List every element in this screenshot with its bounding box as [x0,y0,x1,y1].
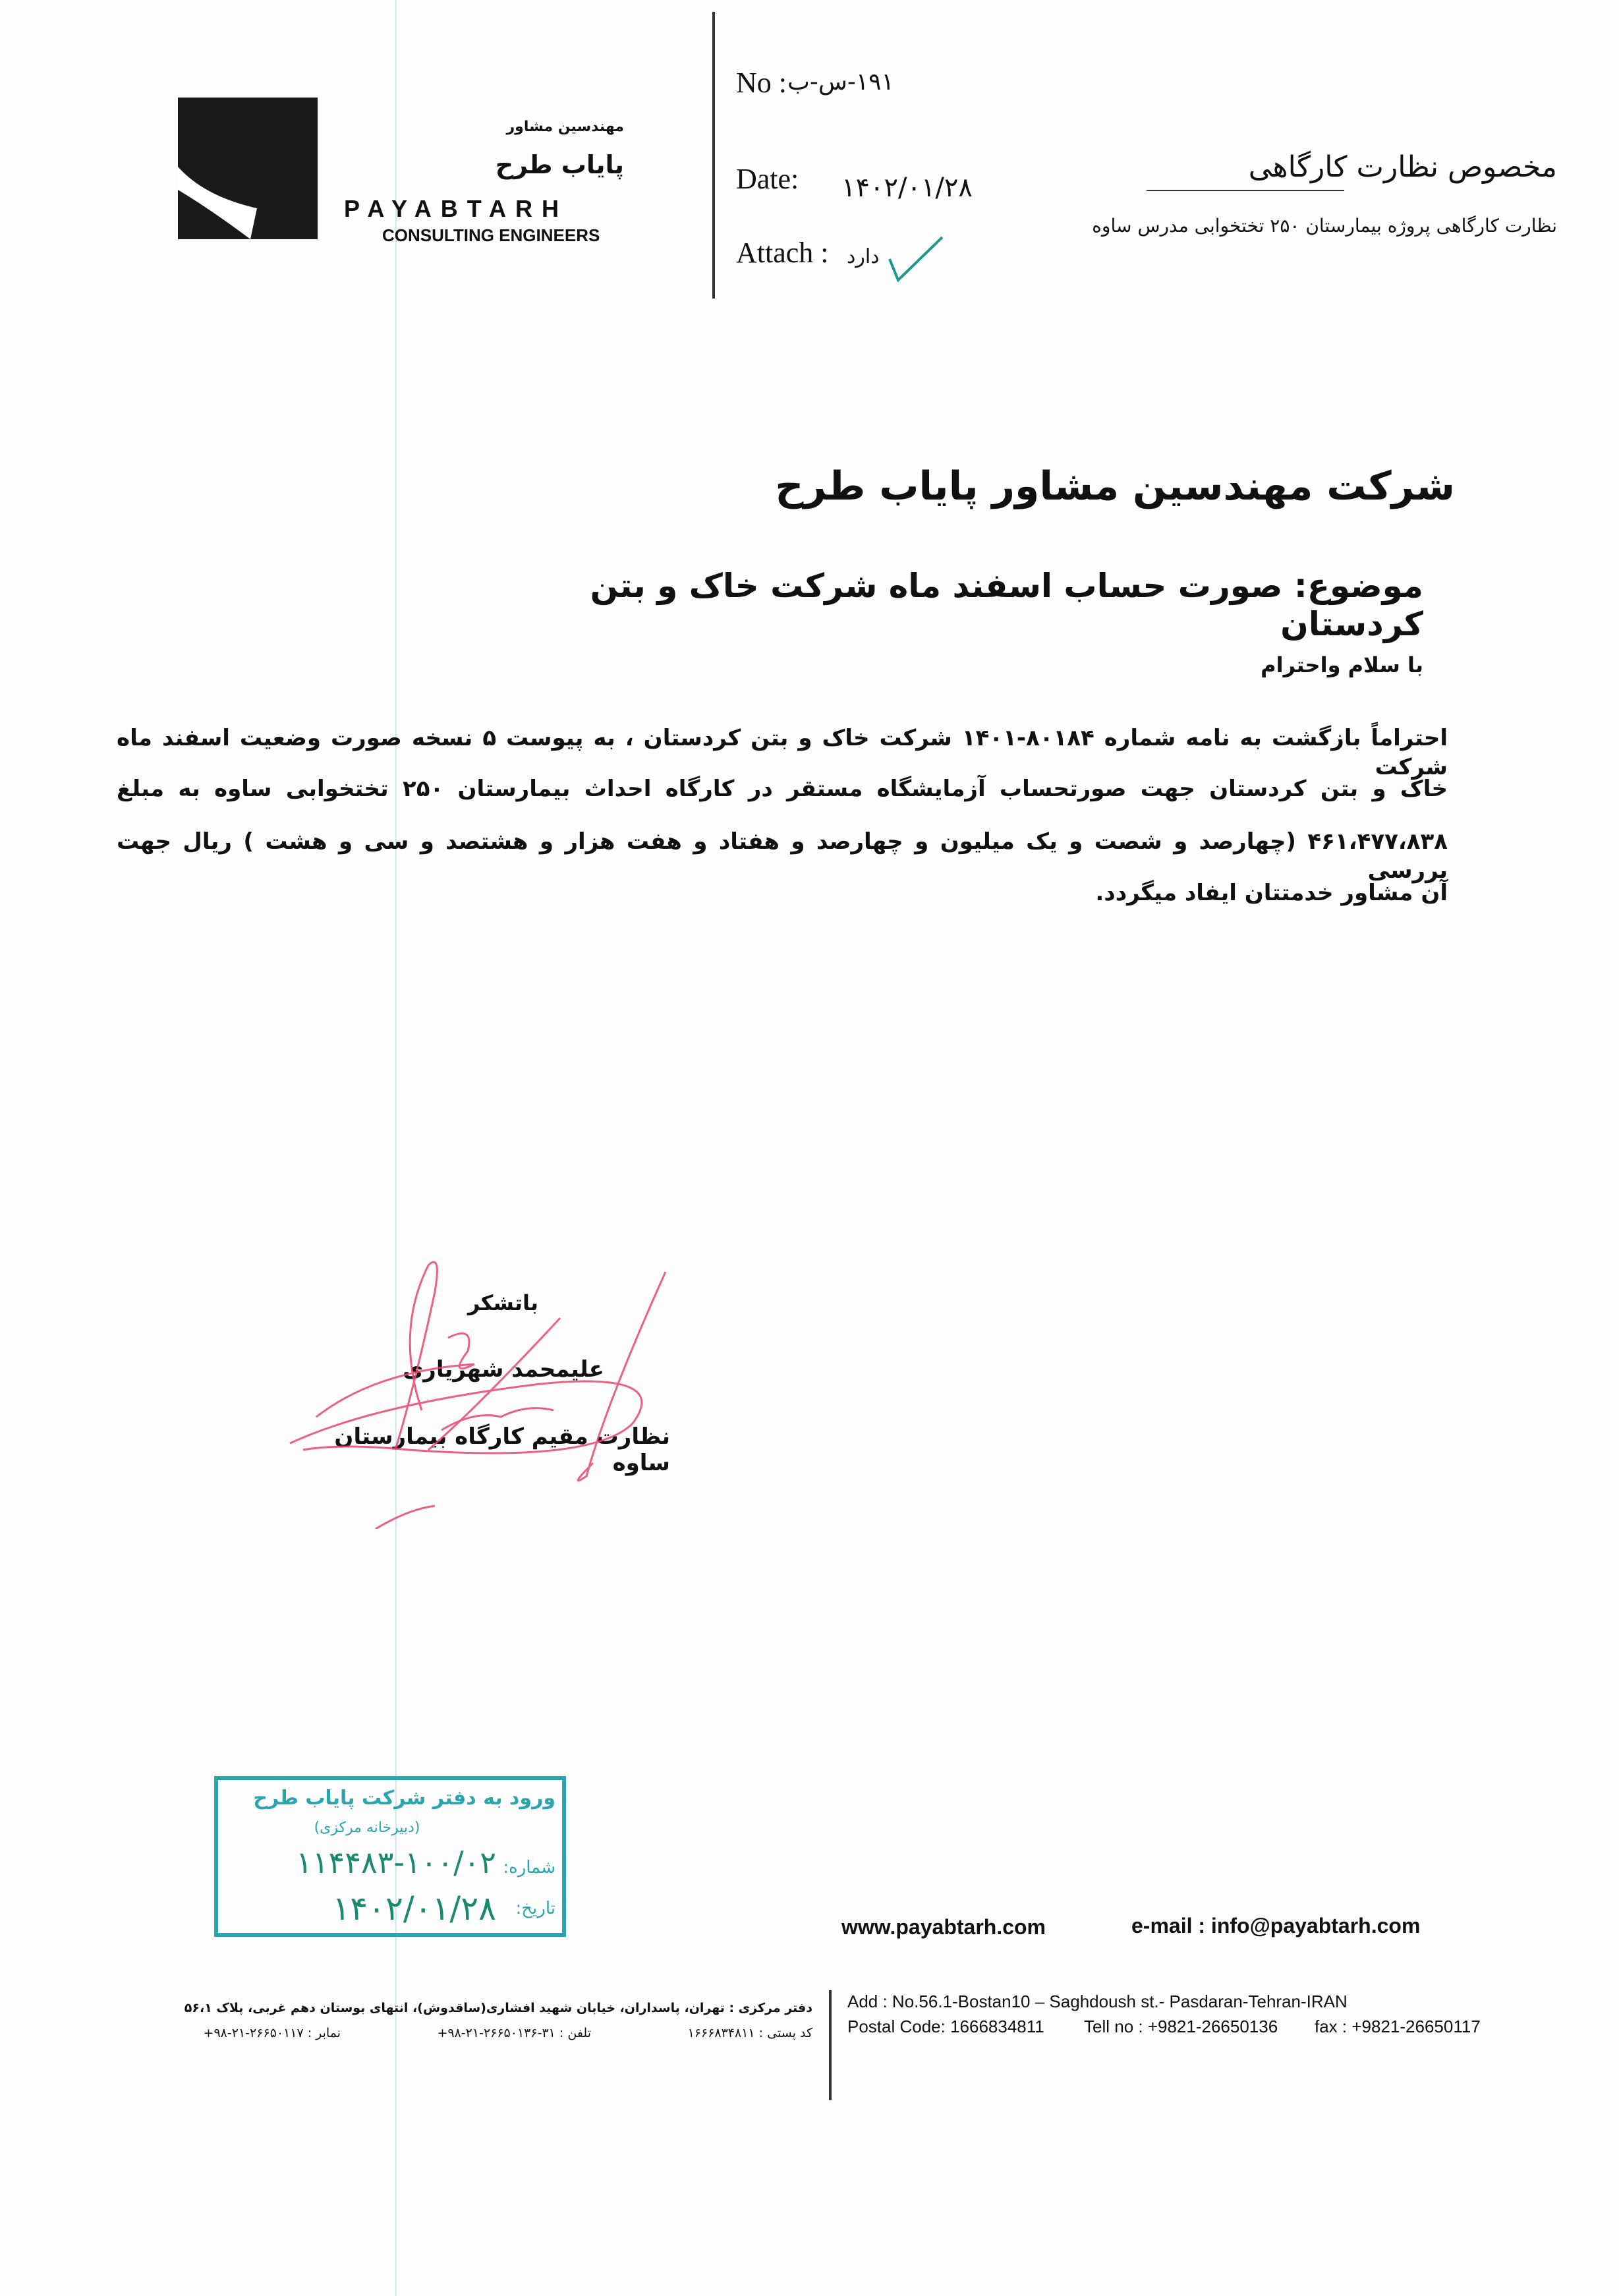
attach-label: Attach : [736,237,829,269]
stamp-number-label: شماره: [503,1858,555,1878]
website-link[interactable]: www.payabtarh.com [841,1915,1046,1939]
stamp-title: ورود به دفتر شرکت پایاب طرح [253,1787,555,1810]
footer-tel-fa: تلفن : ۳۱-۲۶۶۵۰۱۳۶-۲۱-۹۸+ [437,2026,591,2040]
stamp-date-value: ۱۴۰۲/۰۱/۲۸ [332,1889,496,1928]
footer-fax-en: fax : +9821-26650117 [1315,2017,1481,2036]
company-fa-small: مهندسین مشاور [506,119,624,135]
company-fa-name: پایاب طرح [495,150,624,179]
footer-fax-fa: نمابر : ۲۶۶۵۰۱۱۷-۲۱-۹۸+ [203,2026,341,2040]
greeting: با سلام واحترام [1261,652,1423,677]
scan-artifact-line [395,0,397,2296]
email-link[interactable]: e-mail : info@payabtarh.com [1131,1914,1421,1937]
date-label: Date: [736,163,799,195]
footer-postal-fa: کد پستی : ۱۶۶۶۸۳۴۸۱۱ [687,2026,812,2040]
company-en-name: PAYABTARH [344,195,569,222]
header-subtitle: نظارت کارگاهی پروژه بیمارستان ۲۵۰ تختخوابی مدرس ساوه [1092,215,1557,237]
header-title: مخصوص نظارت کارگاهی [1248,150,1557,184]
footer-address-en: Add : No.56.1-Bostan10 – Saghdoush st.- Pasdaran-Tehran-IRAN [847,1992,1348,2011]
footer-divider [829,1990,832,2100]
checkmark-icon [886,234,946,287]
received-stamp [214,1776,566,1937]
footer-address-fa: دفتر مرکزی : تهران، پاسداران، خیابان شهید افشاری(ساقدوش)، انتهای بوستان دهم غربی، پلاک ۵۶،۱ [184,2001,812,2015]
no-label: No : [736,67,787,99]
body-line: آن مشاور خدمتتان ایفاد میگردد. [1095,880,1448,906]
recipient: شرکت مهندسین مشاور پایاب طرح [775,463,1455,509]
stamp-number-value: ۱۱۴۴۸۳-۱۰۰/۰۲ [296,1845,496,1880]
signer-title: نظارت مقیم کارگاه بیمارستان ساوه [334,1423,670,1476]
no-value: ۱۹۱-س-ب [787,69,894,96]
company-en-sub: CONSULTING ENGINEERS [382,225,600,245]
header-divider [712,12,715,299]
footer-postal-en: Postal Code: 1666834811 [847,2017,1044,2036]
date-value: ۱۴۰۲/۰۱/۲۸ [841,173,973,203]
footer-tel-en: Tell no : +9821-26650136 [1084,2017,1278,2036]
company-logo [178,98,318,239]
signature-icon [277,1252,738,1529]
header-underline [1147,190,1344,191]
body-line: خاک و بتن کردستان جهت صورتحساب آزمایشگاه مستقر در کارگاه احداث بیمارستان ۲۵۰ تختخوابی ساوه به مبلغ [117,776,1448,802]
signer-name: علیمحمد شهریاری [403,1356,604,1383]
stamp-subtitle: (دبیرخانه مرکزی) [314,1820,420,1836]
body-line: احتراماً بازگشت به نامه شماره ۸۰۱۸۴-۱۴۰۱ شرکت خاک و بتن کردستان ، به پیوست ۵ نسخه صورت وضعیت اسفند ماه شرکت [117,725,1448,780]
attach-value: دارد [847,245,880,268]
subject: موضوع: صورت حساب اسفند ماه شرکت خاک و بتن کردستان [590,567,1423,643]
closing: باتشکر [467,1290,538,1315]
body-line: ۴۶۱،۴۷۷،۸۳۸ (چهارصد و شصت و یک میلیون و چهارصد و هفتاد و هفت هزار و هشتصد و سی و هشت ) ریال جهت بررسی [117,828,1448,884]
logo-mark-icon [178,98,318,239]
stamp-date-label: تاریخ: [515,1899,555,1918]
